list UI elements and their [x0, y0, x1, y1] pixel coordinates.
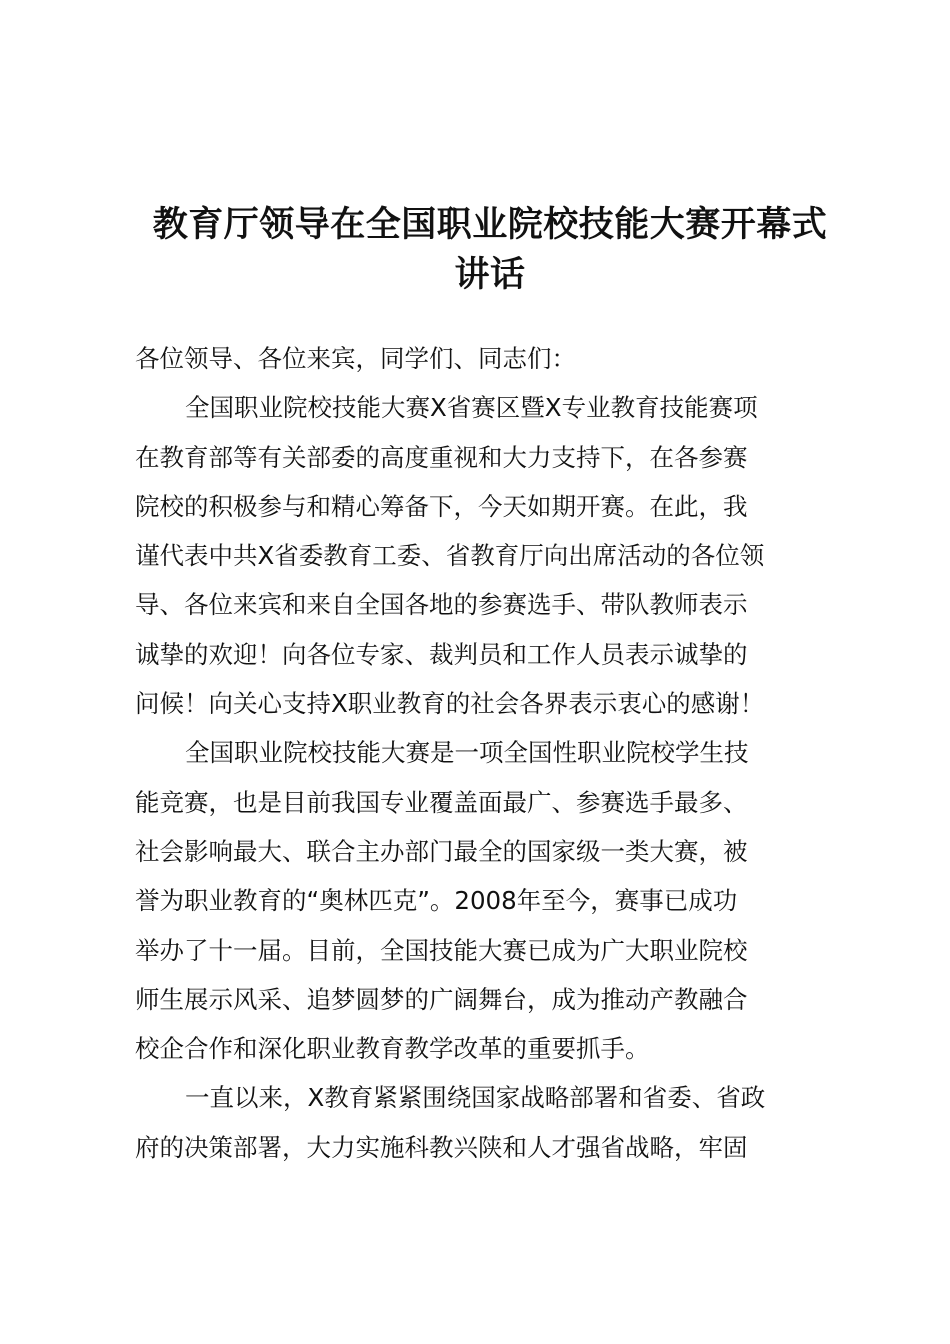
document-body: [135, 334, 925, 1172]
paragraph-line: 府的决策部署，大力实施科教兴陕和人才强省战略，牢固: [135, 1132, 748, 1162]
paragraph-line: 举办了十一届。目前，全国技能大赛已成为广大职业院校: [135, 935, 748, 965]
paragraph-line: 能竞赛，也是目前我国专业覆盖面最广、参赛选手最多、: [135, 787, 748, 817]
paragraph-line: 导、各位来宾和来自全国各地的参赛选手、带队教师表示: [135, 590, 748, 620]
paragraph-line: 全国职业院校技能大赛是一项全国性职业院校学生技: [185, 738, 749, 768]
title-line: 教育厅领导在全国职业院校技能大赛开幕式: [152, 205, 828, 245]
paragraph-line: 诚挚的欢迎！向各位专家、裁判员和工作人员表示诚挚的: [135, 639, 748, 669]
paragraph-line: 社会影响最大、联合主办部门最全的国家级一类大赛，被: [135, 836, 748, 866]
paragraph-line: 校企合作和深化职业教育教学改革的重要抓手。: [135, 1034, 650, 1064]
document-title: [120, 200, 860, 300]
paragraph-line: 全国职业院校技能大赛X省赛区暨X专业教育技能赛项: [185, 393, 758, 423]
paragraph-line: 誉为职业教育的“奥林匹克”。2008年至今，赛事已成功: [135, 886, 738, 916]
paragraph-line: 问候！向关心支持X职业教育的社会各界表示衷心的感谢！: [135, 689, 765, 719]
paragraph-line: 在教育部等有关部委的高度重视和大力支持下，在各参赛: [135, 442, 748, 472]
paragraph-line: 一直以来，X教育紧紧围绕国家战略部署和省委、省政: [185, 1083, 766, 1113]
salutation: 各位领导、各位来宾，同学们、同志们：: [135, 344, 576, 373]
title-line: 讲话: [454, 255, 526, 295]
paragraph-line: 师生展示风采、追梦圆梦的广阔舞台，成为推动产教融合: [135, 984, 748, 1014]
paragraph-line: 院校的积极参与和精心筹备下，今天如期开赛。在此，我: [135, 491, 748, 521]
paragraph-line: 谨代表中共X省委教育工委、省教育厅向出席活动的各位领: [135, 541, 765, 571]
